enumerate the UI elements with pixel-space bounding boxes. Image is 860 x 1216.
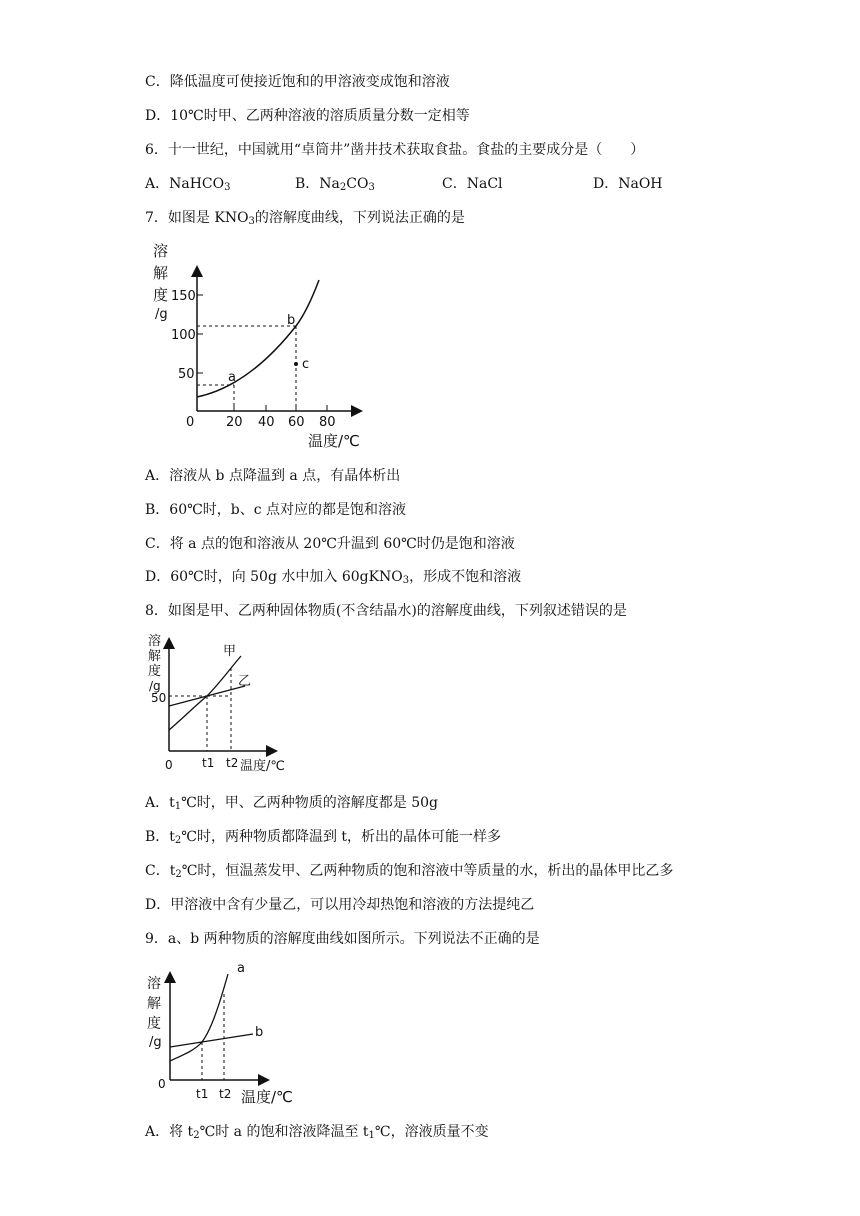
subscript: 3 <box>402 575 410 586</box>
y-axis-label-char: /g <box>155 307 168 322</box>
q6-option-d <box>593 174 663 194</box>
option-letter: C． <box>442 176 467 192</box>
y-axis-label-char: 溶 <box>148 634 162 649</box>
x-tick-label: 40 <box>258 415 275 430</box>
q8-solubility-graph <box>145 630 295 775</box>
subscript: 3 <box>368 182 375 193</box>
q8-option-d: D．甲溶液中含有少量乙，可以用冷却热饱和溶液的方法提纯乙 <box>145 897 535 913</box>
x-tick-label-t1: t1 <box>202 756 215 770</box>
q7-option-c: C．将 a 点的饱和溶液从 20℃升温到 60℃时仍是饱和溶液 <box>145 536 515 552</box>
formula: NaHCO <box>169 176 225 192</box>
curve-b <box>170 1034 253 1047</box>
point-label-b: b <box>287 313 296 328</box>
q6-option-c <box>442 174 503 194</box>
q7-option-b: B．60℃时，b、c 点对应的都是饱和溶液 <box>145 502 407 518</box>
y-axis-label-char: 度 <box>148 664 162 679</box>
y-tick-label: 100 <box>171 328 196 343</box>
q5-option-c: C．降低温度可使接近饱和的甲溶液变成饱和溶液 <box>145 74 450 90</box>
y-axis-label-char: 度 <box>153 286 169 304</box>
curve-label-yi: 乙 <box>238 674 252 689</box>
y-axis-label-char: 解 <box>147 996 161 1012</box>
q9-option-a <box>145 1122 489 1142</box>
option-text: B．t <box>145 829 175 845</box>
y-axis-label-char: 解 <box>153 264 169 282</box>
y-tick-label: 50 <box>178 367 195 382</box>
origin-label: 0 <box>165 758 173 772</box>
q9-solubility-graph <box>145 958 315 1108</box>
solubility-curve <box>197 280 319 397</box>
x-tick-label: 80 <box>319 415 336 430</box>
formula: NaCl <box>466 176 503 192</box>
q7-solubility-graph <box>145 238 375 460</box>
y-axis-label-char: 溶 <box>153 242 169 260</box>
option-letter: D． <box>593 176 619 192</box>
curve-a <box>170 974 228 1061</box>
option-text: C．t <box>145 863 176 879</box>
x-tick-label: 60 <box>288 415 305 430</box>
subscript: 2 <box>174 835 182 846</box>
subscript: 3 <box>224 182 231 193</box>
y-tick-label: 50 <box>151 691 167 705</box>
option-text: A．将 t <box>145 1124 194 1140</box>
x-tick-label-t2: t2 <box>226 756 239 770</box>
formula: Na <box>319 176 340 192</box>
option-text: A．t <box>145 795 175 811</box>
origin-label: 0 <box>158 1077 166 1091</box>
point-label-c: c <box>302 357 310 372</box>
q8-option-a <box>145 793 438 813</box>
option-text: ℃时，甲、乙两种物质的溶解度都是 50g <box>181 795 439 811</box>
subscript: 2 <box>175 869 182 880</box>
y-axis-label-char: 解 <box>148 649 162 664</box>
q5-option-d: D．10℃时甲、乙两种溶液的溶质质量分数一定相等 <box>145 108 470 124</box>
y-axis-label-char: /g <box>149 1035 162 1050</box>
q7-stem <box>145 208 465 228</box>
curve-label-jia: 甲 <box>223 644 237 659</box>
q8-stem: 8．如图是甲、乙两种固体物质(不含结晶水)的溶解度曲线，下列叙述错误的是 <box>145 603 627 619</box>
subscript: 1 <box>174 801 182 812</box>
subscript: 1 <box>368 1130 375 1141</box>
x-tick-label-t2: t2 <box>219 1087 232 1101</box>
subscript: 3 <box>248 216 255 227</box>
q8-option-b <box>145 827 501 847</box>
subscript: 2 <box>193 1130 200 1141</box>
formula: CO <box>346 176 369 192</box>
x-axis-label: 温度/℃ <box>308 432 360 450</box>
option-text: D．60℃时，向 50g 水中加入 60gKNO <box>145 569 403 585</box>
option-text: ℃时 a 的饱和溶液降温至 t <box>199 1124 369 1140</box>
q9-stem: 9．a、b 两种物质的溶解度曲线如图所示。下列说法不正确的是 <box>145 931 540 947</box>
point-label-a: a <box>228 370 236 385</box>
formula: NaOH <box>618 176 663 192</box>
y-axis-label-char: /g <box>149 679 161 693</box>
y-tick-label: 150 <box>171 289 196 304</box>
x-tick-label: 20 <box>226 415 243 430</box>
stem-text: 7．如图是 KNO <box>145 210 249 226</box>
origin-label: 0 <box>186 415 195 430</box>
option-text: ℃，溶液质量不变 <box>374 1124 489 1140</box>
q8-option-c <box>145 861 673 881</box>
y-axis-label-char: 溶 <box>147 976 161 992</box>
option-letter: B． <box>295 176 320 192</box>
option-letter: A． <box>145 176 170 192</box>
option-text: ，形成不饱和溶液 <box>409 569 522 585</box>
curve-label-b: b <box>255 1025 264 1040</box>
curve-jia <box>169 656 241 730</box>
q6-option-b <box>295 174 375 194</box>
curve-label-a: a <box>237 961 245 976</box>
q7-option-a: A．溶液从 b 点降温到 a 点，有晶体析出 <box>145 468 401 484</box>
point-c <box>294 362 298 366</box>
q6-option-a <box>145 174 231 194</box>
option-text: ℃时，两种物质都降温到 t，析出的晶体可能一样多 <box>181 829 502 845</box>
stem-text: 的溶解度曲线，下列说法正确的是 <box>254 210 465 226</box>
x-axis-label: 温度/℃ <box>241 1088 293 1106</box>
x-axis-label: 温度/℃ <box>240 759 285 774</box>
subscript: 2 <box>339 182 347 193</box>
x-tick-label-t1: t1 <box>196 1087 209 1101</box>
q6-stem: 6．十一世纪，中国就用“卓筒井”凿井技术获取食盐。食盐的主要成分是（ ） <box>145 142 645 158</box>
q7-option-d <box>145 567 521 587</box>
option-text: ℃时，恒温蒸发甲、乙两种物质的饱和溶液中等质量的水，析出的晶体甲比乙多 <box>181 863 674 879</box>
y-axis-label-char: 度 <box>147 1016 161 1032</box>
